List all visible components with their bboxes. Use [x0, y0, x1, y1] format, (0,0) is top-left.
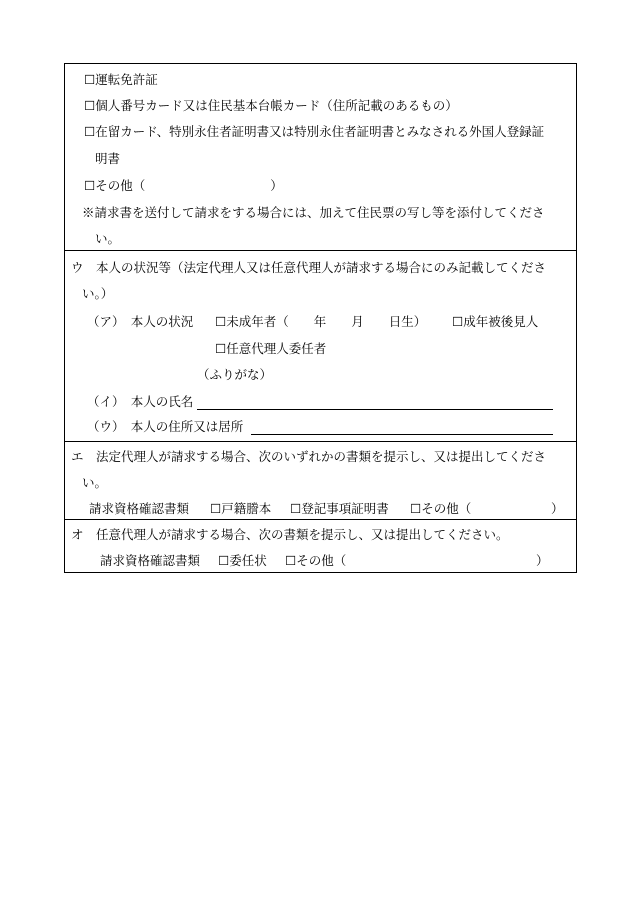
section-o-heading: オ 任意代理人が請求する場合、次の書類を提示し、又は提出してください。: [71, 527, 509, 542]
residence-card-label-continued: 明書: [95, 151, 121, 166]
registry-certificate-label: ☐登記事項証明書: [290, 501, 389, 516]
checkbox-minor[interactable]: [215, 314, 426, 330]
legal-other-close-paren: ）: [551, 501, 564, 516]
principal-name-label: （イ） 本人の氏名: [87, 394, 194, 409]
principal-status-label: （ア） 本人の状況: [87, 314, 194, 329]
minor-label: ☐未成年者（ 年 月 日生）: [215, 314, 427, 329]
section-e-heading: エ 法定代理人が請求する場合、次のいずれかの書類を提示し、又は提出してくださ: [71, 449, 547, 464]
voluntary-other-close-paren: ）: [536, 553, 549, 568]
section-e-heading-continued: い。: [82, 475, 108, 490]
checkbox-legal-other[interactable]: [410, 501, 471, 517]
principal-address-input-line[interactable]: [251, 434, 553, 435]
drivers-license-label: ☐運転免許証: [84, 72, 158, 87]
voluntary-agent-docs-label: 請求資格確認書類: [100, 553, 201, 568]
checkbox-residence-card[interactable]: [84, 124, 544, 140]
principal-address-label: （ウ） 本人の住所又は居所: [87, 419, 244, 434]
voluntary-other-label: ☐その他（: [285, 553, 347, 568]
legal-agent-docs-label: 請求資格確認書類: [89, 501, 190, 516]
adult-ward-label: ☐成年被後見人: [452, 314, 539, 329]
checkbox-voluntary-other[interactable]: [285, 553, 346, 569]
checkbox-registry-certificate[interactable]: [290, 501, 389, 517]
principal-name-input-line[interactable]: [197, 409, 553, 410]
section-u-heading-continued: い。）: [82, 286, 114, 301]
checkbox-adult-ward[interactable]: [452, 314, 538, 330]
divider-e: [65, 441, 576, 442]
divider-o: [65, 519, 576, 520]
mail-request-note-continued: い。: [95, 231, 121, 246]
principal-label: ☐任意代理人委任者: [215, 341, 327, 356]
residence-card-label: ☐在留カード、特別永住者証明書又は特別永住者証明書とみなされる外国人登録証: [84, 124, 545, 139]
legal-other-label: ☐その他（: [410, 501, 472, 516]
section-u-heading: ウ 本人の状況等（法定代理人又は任意代理人が請求する場合にのみ記載してくださ: [71, 260, 547, 275]
family-register-label: ☐戸籍謄本: [210, 501, 272, 516]
checkbox-principal[interactable]: [215, 341, 326, 357]
furigana-label: （ふりがな）: [197, 367, 273, 382]
checkbox-my-number-card[interactable]: [84, 98, 458, 114]
other-id-label: ☐その他（ ）: [84, 178, 283, 193]
my-number-card-label: ☐個人番号カード又は住民基本台帳カード（住所記載のあるもの）: [84, 98, 458, 113]
checkbox-power-of-attorney[interactable]: [218, 553, 267, 569]
checkbox-drivers-license[interactable]: [84, 72, 158, 88]
mail-request-note: ※請求書を送付して請求をする場合には、加えて住民票の写し等を添付してくださ: [82, 205, 545, 220]
checkbox-other-id[interactable]: [84, 178, 283, 194]
form-table: [64, 63, 577, 573]
divider-u: [65, 250, 576, 251]
power-of-attorney-label: ☐委任状: [218, 553, 267, 568]
checkbox-family-register[interactable]: [210, 501, 271, 517]
